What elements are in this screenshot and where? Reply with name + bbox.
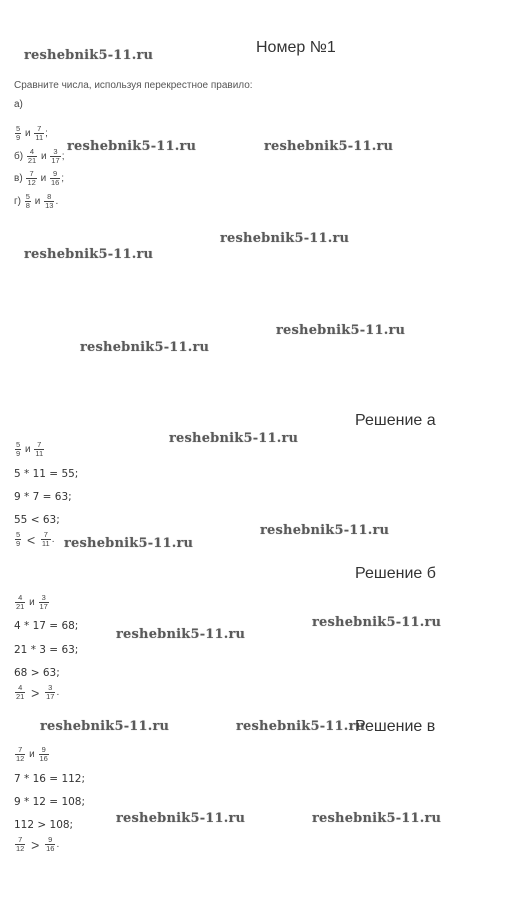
fraction: $\frac{5}{9}$ [16,124,21,142]
solution-a-pair: $\frac{5}{9}$ и $\frac{7}{11}$ [16,440,44,458]
watermark: reshebnik5-11.ru [116,627,246,642]
solution-b-line1: 4 * 17 = 68; [14,620,79,632]
fraction: $\frac{5}{8}$ [25,192,30,210]
fraction: $\frac{3}{17}$ [51,147,60,165]
watermark: reshebnik5-11.ru [260,523,390,538]
solution-c-line2: 9 * 12 = 108; [14,796,86,808]
watermark: reshebnik5-11.ru [67,139,197,154]
fraction: $\frac{8}{13}$ [45,192,54,210]
fraction: $\frac{3}{17}$ [39,593,48,611]
watermark: reshebnik5-11.ru [312,615,442,630]
solution-b-result: $\frac{4}{21}$ > $\frac{3}{17}$ . [16,683,60,701]
fraction: $\frac{4}{21}$ [16,593,25,611]
solution-b-line2: 21 * 3 = 63; [14,644,79,656]
fraction: $\frac{7}{11}$ [35,440,44,458]
watermark: reshebnik5-11.ru [220,231,350,246]
fraction: $\frac{7}{12}$ [16,835,25,853]
watermark: reshebnik5-11.ru [276,323,406,338]
task-a: $\frac{5}{9}$ и $\frac{7}{11}$ ; [16,124,48,142]
solution-b-pair: $\frac{4}{21}$ и $\frac{3}{17}$ [16,593,48,611]
watermark: reshebnik5-11.ru [24,48,154,63]
fraction: $\frac{9}{16}$ [46,835,55,853]
watermark: reshebnik5-11.ru [80,340,210,355]
solution-c-heading: Решение в [355,718,436,735]
watermark: reshebnik5-11.ru [24,247,154,262]
watermark: reshebnik5-11.ru [116,811,246,826]
task-d: г) $\frac{5}{8}$ и $\frac{8}{13}$ . [14,192,59,210]
solution-a-line3: 55 < 63; [14,514,60,526]
solution-b-line3: 68 > 63; [14,667,60,679]
fraction: $\frac{9}{16}$ [50,169,60,187]
fraction: $\frac{9}{16}$ [39,745,48,763]
task-b: б) $\frac{4}{21}$ и $\frac{3}{17}$ ; [14,147,65,165]
fraction: $\frac{7}{12}$ [16,745,25,763]
watermark: reshebnik5-11.ru [236,719,366,734]
fraction: $\frac{4}{21}$ [16,683,25,701]
solution-a-result: $\frac{5}{9}$ < $\frac{7}{11}$ . [16,530,55,548]
fraction: $\frac{7}{11}$ [35,124,44,142]
page-title: Номер №1 [256,39,336,56]
solution-c-line3: 112 > 108; [14,819,74,831]
solution-c-result: $\frac{7}{12}$ > $\frac{9}{16}$ . [16,835,60,853]
task-c: в) $\frac{7}{12}$ и $\frac{9}{16}$ ; [14,169,65,187]
solution-b-heading: Решение б [355,565,436,582]
solution-a-heading: Решение а [355,412,436,429]
solution-a-line1: 5 * 11 = 55; [14,468,79,480]
watermark: reshebnik5-11.ru [312,811,442,826]
fraction: $\frac{5}{9}$ [16,440,21,458]
watermark: reshebnik5-11.ru [64,536,194,551]
fraction: $\frac{3}{17}$ [46,683,55,701]
watermark: reshebnik5-11.ru [264,139,394,154]
solution-c-pair: $\frac{7}{12}$ и $\frac{9}{16}$ [16,745,48,763]
solution-c-line1: 7 * 16 = 112; [14,773,86,785]
fraction: $\frac{7}{12}$ [27,169,36,187]
task-intro: Сравните числа, используя перекрестное правило: [14,80,253,91]
task-a-label: а) [14,99,23,110]
solution-a-line2: 9 * 7 = 63; [14,491,72,503]
watermark: reshebnik5-11.ru [40,719,170,734]
watermark: reshebnik5-11.ru [169,431,299,446]
fraction: $\frac{4}{21}$ [27,147,37,165]
fraction: $\frac{5}{9}$ [16,530,21,548]
fraction: $\frac{7}{11}$ [41,530,50,548]
